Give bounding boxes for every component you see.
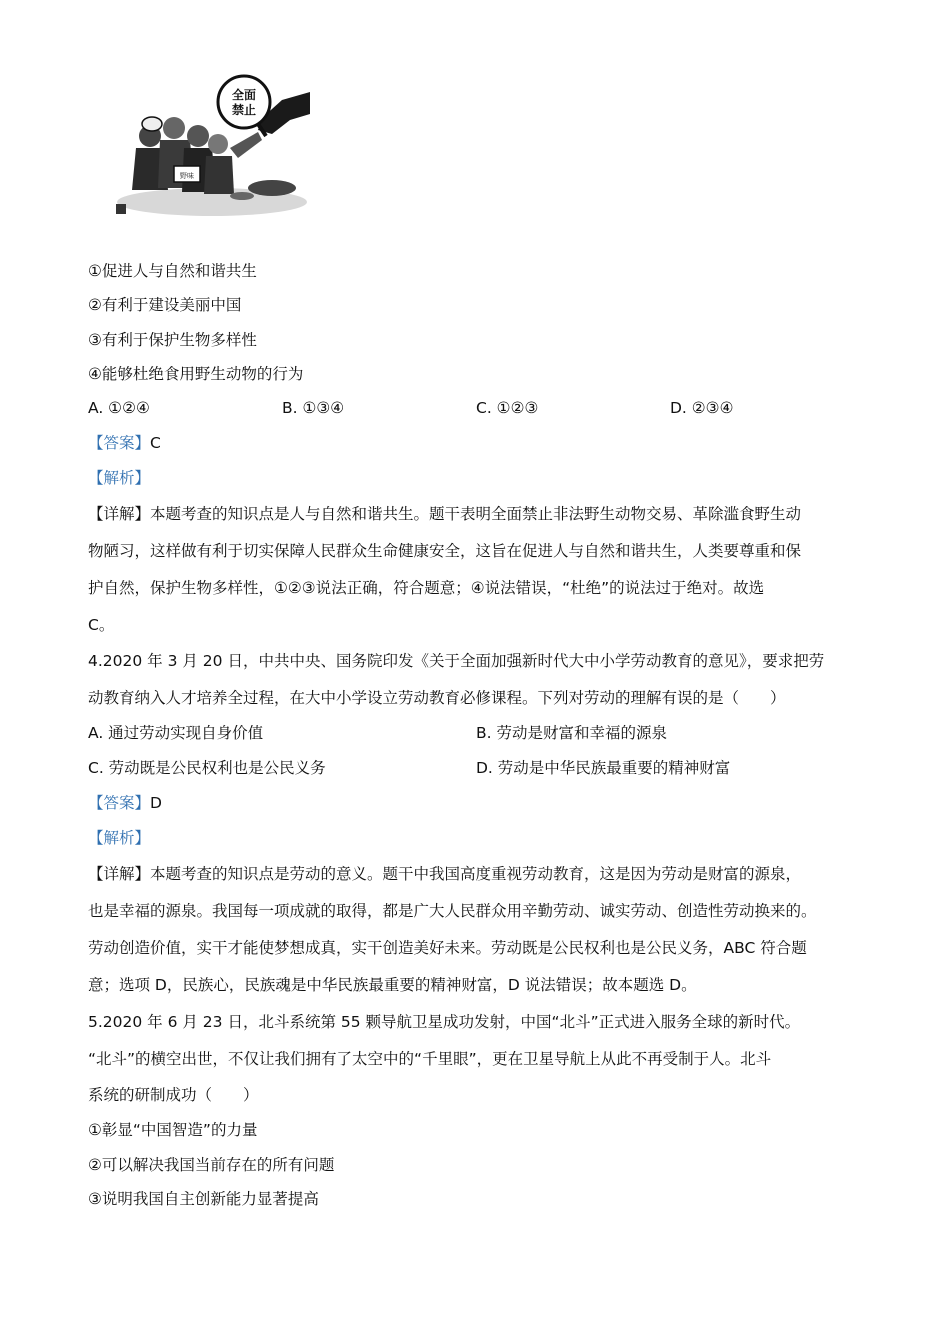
q4-detail-line-1: 【详解】本题考查的知识点是劳动的意义。题干中我国高度重视劳动教育，这是因为劳动是财富的源泉， [88, 865, 802, 883]
q3-detail-line-1: 【详解】本题考查的知识点是人与自然和谐共生。题干表明全面禁止非法野生动物交易、革除滥食野生动 [88, 505, 802, 523]
answer-label: 【答案】 [88, 434, 151, 452]
q3-option-a: A. ①②④ [88, 399, 150, 417]
q5-stem-line-3: 系统的研制成功（ ） [88, 1086, 259, 1104]
q5-stem-line-2: “北斗”的横空出世，不仅让我们拥有了太空中的“千里眼”，更在卫星导航上从此不再受制于人。北斗 [88, 1050, 772, 1068]
cartoon-illustration [112, 70, 310, 222]
answer-value: D [150, 794, 162, 812]
q3-analysis-label: 【解析】 [88, 469, 151, 487]
q3-item-1: ①促进人与自然和谐共生 [88, 262, 257, 280]
q4-option-b: B. 劳动是财富和幸福的源泉 [476, 724, 667, 742]
q3-item-4: ④能够杜绝食用野生动物的行为 [88, 365, 304, 383]
q4-option-d: D. 劳动是中华民族最重要的精神财富 [476, 759, 731, 777]
q3-detail-line-3: 护自然，保护生物多样性，①②③说法正确，符合题意；④说法错误，“杜绝”的说法过于绝对。故选 [88, 579, 765, 597]
q4-option-a: A. 通过劳动实现自身价值 [88, 724, 264, 742]
q5-stem-line-1: 5.2020 年 6 月 23 日，北斗系统第 55 颗导航卫星成功发射，中国“北斗”正式进入服务全球的新时代。 [88, 1013, 801, 1031]
sign-text-1: 全面 [231, 88, 257, 102]
q5-item-2: ②可以解决我国当前存在的所有问题 [88, 1156, 335, 1174]
q3-option-c: C. ①②③ [476, 399, 539, 417]
answer-value: C [150, 434, 161, 452]
q4-detail-line-3: 劳动创造价值，实干才能使梦想成真，实干创造美好未来。劳动既是公民权利也是公民义务，ABC 符合题 [88, 939, 807, 957]
q4-answer [88, 793, 162, 813]
q4-stem-line-2: 动教育纳入人才培养全过程，在大中小学设立劳动教育必修课程。下列对劳动的理解有误的是（ ） [88, 689, 786, 707]
q4-option-c: C. 劳动既是公民权利也是公民义务 [88, 759, 326, 777]
bowl-label: 野味 [180, 172, 194, 180]
q4-detail-line-2: 也是幸福的源泉。我国每一项成就的取得，都是广大人民群众用辛勤劳动、诚实劳动、创造性劳动换来的。 [88, 902, 817, 920]
q4-analysis-label: 【解析】 [88, 829, 151, 847]
q3-detail-line-2: 物陋习，这样做有利于切实保障人民群众生命健康安全，这旨在促进人与自然和谐共生，人类要尊重和保 [88, 542, 802, 560]
q5-item-1: ①彰显“中国智造”的力量 [88, 1121, 258, 1139]
q3-option-b: B. ①③④ [282, 399, 345, 417]
sign-text-2: 禁止 [231, 103, 257, 117]
q3-option-d: D. ②③④ [670, 399, 734, 417]
q5-item-3: ③说明我国自主创新能力显著提高 [88, 1190, 319, 1208]
answer-label: 【答案】 [88, 794, 151, 812]
q3-item-2: ②有利于建设美丽中国 [88, 296, 242, 314]
q3-detail-line-4: C。 [88, 616, 115, 634]
q4-stem-line-1: 4.2020 年 3 月 20 日，中共中央、国务院印发《关于全面加强新时代大中小学劳动教育的意见》，要求把劳 [88, 652, 825, 670]
q3-answer [88, 433, 161, 453]
q4-detail-line-4: 意；选项 D，民族心，民族魂是中华民族最重要的精神财富，D 说法错误；故本题选 D。 [88, 976, 697, 994]
q3-item-3: ③有利于保护生物多样性 [88, 331, 257, 349]
